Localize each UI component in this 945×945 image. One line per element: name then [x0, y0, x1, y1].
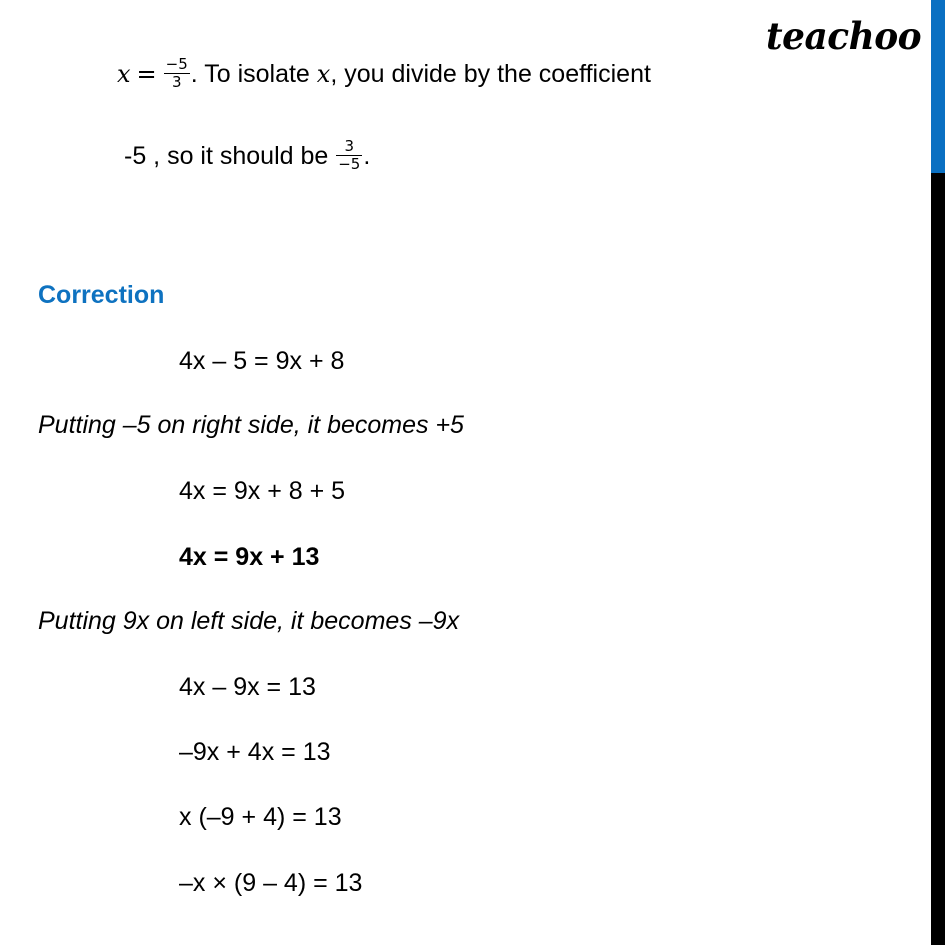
equation-step: –9x + 4x = 13: [179, 738, 331, 766]
equation-step: 4x – 5 = 9x + 8: [179, 347, 345, 375]
intro-line-1: [117, 55, 651, 93]
equation-step-highlight: 4x = 9x + 13: [179, 543, 320, 571]
intro-text-a: . To isolate: [190, 60, 317, 89]
equals-sign: =: [136, 60, 157, 89]
fraction-numerator: 3: [336, 138, 362, 156]
intro-line-2: [124, 137, 371, 175]
explanation-note: Putting 9x on left side, it becomes –9x: [38, 607, 460, 635]
equation-step: 4x = 9x + 8 + 5: [179, 477, 346, 505]
fraction-denominator: 3: [171, 73, 182, 91]
explanation-note: Putting –5 on right side, it becomes +5: [38, 411, 464, 439]
fraction-minus5-over-3: [164, 56, 190, 91]
fraction-numerator: −5: [165, 55, 188, 73]
intro-text-b: , you divide by the coefficient: [330, 60, 651, 89]
equation-step: 4x – 9x = 13: [179, 673, 316, 701]
side-accent-strip: [931, 0, 945, 945]
math-variable-x: x: [316, 60, 331, 89]
intro2-text-a: -5 , so it should be: [124, 142, 336, 171]
correction-heading: Correction: [38, 281, 165, 309]
math-variable-x: x: [117, 60, 131, 89]
teachoo-logo: teachoo: [766, 14, 922, 58]
fraction-3-over-minus5: [336, 138, 362, 173]
fraction-denominator: −5: [338, 155, 361, 173]
intro2-text-b: .: [363, 142, 371, 171]
side-accent-blue: [931, 0, 945, 173]
equation-step: –x × (9 – 4) = 13: [179, 869, 363, 897]
equation-step: x (–9 + 4) = 13: [179, 803, 342, 831]
